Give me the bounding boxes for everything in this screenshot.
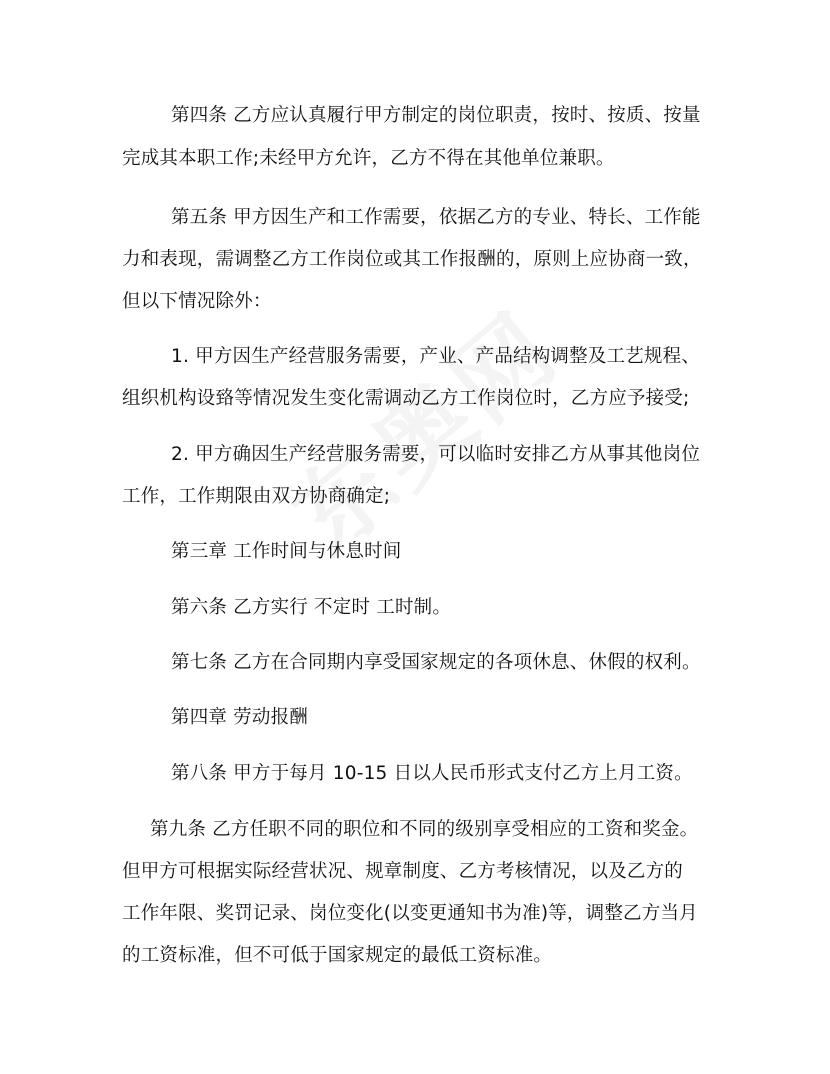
- chapter-4-heading: 第四章 劳动报酬: [171, 707, 308, 728]
- article-5-line-3: 但以下情况除外：: [122, 291, 272, 312]
- article-4-line-1: 第四条 乙方应认真履行甲方制定的岗位职责，按时、按质、按量: [171, 105, 701, 126]
- article-4-line-2: 完成其本职工作;未经甲方允许，乙方不得在其他单位兼职。: [122, 148, 615, 169]
- article-9-line-2: 但甲方可根据实际经营状况、规章制度、乙方考核情况，以及乙方的: [122, 861, 684, 882]
- item-2-line-1: 2. 甲方确因生产经营服务需要，可以临时安排乙方从事其他岗位: [171, 444, 701, 465]
- item-1-line-1: 1. 甲方因生产经营服务需要，产业、产品结构调整及工艺规程、: [171, 346, 701, 367]
- article-5-line-2: 力和表现，需调整乙方工作岗位或其工作报酬的，原则上应协商一致，: [122, 249, 702, 270]
- article-9-line-4: 的工资标准，但不可低于国家规定的最低工资标准。: [122, 945, 553, 966]
- article-9-line-3: 工作年限、奖罚记录、岗位变化(以变更通知书为准)等，调整乙方当月: [122, 903, 698, 924]
- item-2-line-2: 工作，工作期限由双方协商确定;: [122, 486, 391, 507]
- chapter-3-heading: 第三章 工作时间与休息时间: [171, 541, 402, 562]
- article-7-line-1: 第七条 乙方在合同期内享受国家规定的各项休息、休假的权利。: [171, 652, 701, 673]
- article-5-line-1: 第五条 甲方因生产和工作需要，依据乙方的专业、特长、工作能: [171, 207, 701, 228]
- watermark: [260, 280, 580, 580]
- article-8-line-1: 第八条 甲方于每月 10-15 日以人民币形式支付乙方上月工资。: [171, 763, 693, 784]
- item-1-line-2: 组织机构设臵等情况发生变化需调动乙方工作岗位时，乙方应予接受;: [122, 388, 690, 409]
- article-9-line-1: 第九条 乙方任职不同的职位和不同的级别享受相应的工资和奖金。: [150, 819, 699, 840]
- article-6-line-1: 第六条 乙方实行 不定时 工时制。: [171, 597, 452, 618]
